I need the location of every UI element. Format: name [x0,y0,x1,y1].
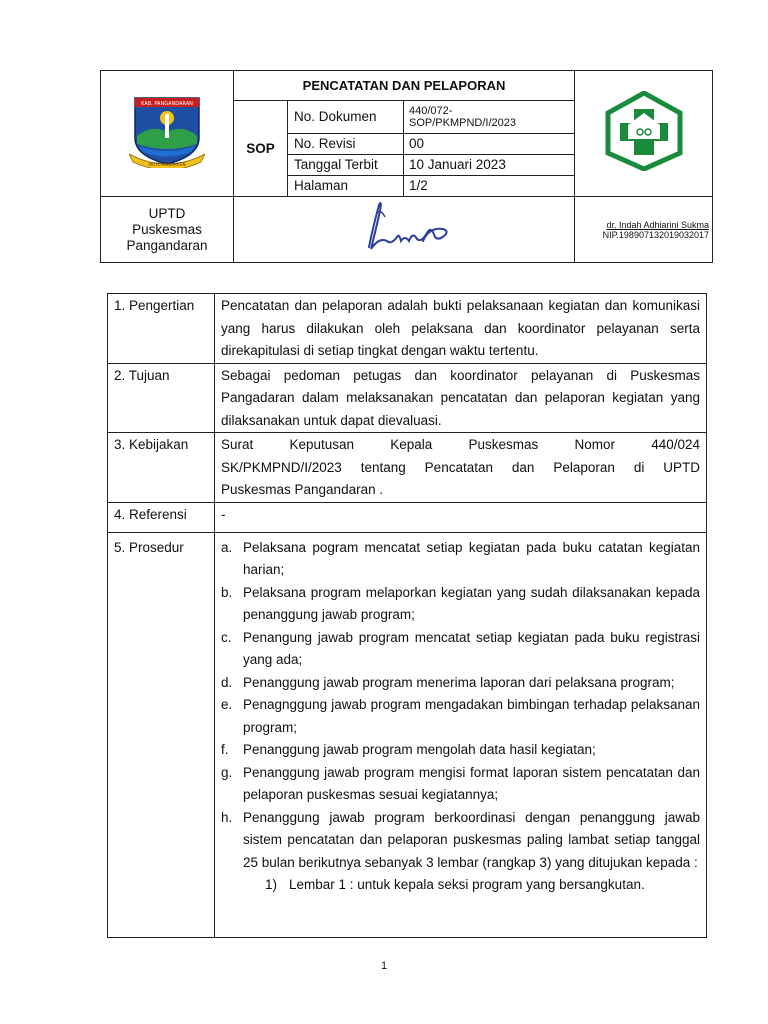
list-item: c. Penangung jawab program mencatat setiap kegiatan pada buku registrasi yang ada; [221,629,700,667]
list-item: g. Penanggung jawab program mengisi format laporan sistem pencatatan dan pelaporan puskesmas sesuai kegiatannya; [221,764,700,802]
unit-name: UPTD Puskesmas Pangandaran [101,197,234,263]
list-item: d. Penanggung jawab program menerima laporan dari pelaksana program; [221,674,675,690]
issue-date-value: 10 Januari 2023 [404,154,575,175]
puskesmas-cross-icon [604,91,684,171]
pengertian-label: 1. Pengertian [108,294,215,364]
revision-label: No. Revisi [288,133,404,154]
kebijakan-line-1: Surat Keputusan Kepala Puskesmas Nomor 440/024 [221,437,700,452]
page-value: 1/2 [404,175,575,196]
signature-icon [349,197,459,257]
sop-content-table [107,293,707,938]
page-number: 1 [380,960,388,972]
signer-name: dr. Indah Adhiarini Sukma [606,219,710,230]
list-item: h. Penanggung jawab program berkoordinasi dengan penanggung jawab sistem pencatatan dan pelaporan puskesmas paling lambat setiap tanggal 25 bulan berikutnya sebanyak 3 lembar (rangkap 3) yang ditujukan kepada : [221,809,700,870]
revision-value: 00 [404,133,575,154]
list-item: e. Penagnggung jawab program mengadakan bimbingan terhadap pelaksanan program; [221,697,700,735]
doc-number-value: 440/072- SOP/PKMPND/I/2023 [404,101,575,134]
svg-text:KAB. PANGANDARAN: KAB. PANGANDARAN [141,101,193,107]
signer-nip: NIP.198907132019032017 [602,229,710,240]
puskesmas-logo [575,71,713,197]
issue-date-label: Tanggal Terbit [288,154,404,175]
list-item: a. Pelaksana pogram mencatat setiap kegiatan pada buku catatan kegiatan harian; [221,539,700,577]
sub-list-item: 1) Lembar 1 : untuk kepala seksi program yang bersangkutan. [265,877,645,892]
sop-label: SOP [234,101,288,197]
tujuan-text: Sebagai pedoman petugas dan koordinator pelayanan di Puskesmas Pangadaran dalam melaksanakan pencatatan dan pelaporan kegiatan yang dilaksanakan untuk dapat dievaluasi. [215,363,707,433]
kebijakan-line-2: SK/PKMPND/I/2023 tentang Pencatatan dan Pelaporan di UPTD [221,459,700,475]
page-label: Halaman [288,175,404,196]
regency-logo [101,71,234,197]
prosedur-label: 5. Prosedur [108,532,215,938]
referensi-text: - [215,502,707,532]
prosedur-list [215,532,707,938]
signature-cell [234,197,575,263]
referensi-label: 4. Referensi [108,502,215,532]
tujuan-label: 2. Tujuan [108,363,215,433]
list-item: f. Penanggung jawab program mengolah data hasil kegiatan; [221,742,596,757]
document-title: PENCATATAN DAN PELAPORAN [234,71,575,101]
kebijakan-line-3: Puskesmas Pangandaran . [221,482,384,497]
signer-block [575,197,713,263]
list-item: b. Pelaksana program melaporkan kegiatan yang sudah dilaksanakan kepada penanggung jawab program; [221,584,700,622]
sop-header-table [100,70,713,263]
regency-crest-icon [129,94,205,168]
doc-number-label: No. Dokumen [288,101,404,134]
pengertian-text: Pencatatan dan pelaporan adalah bukti pelaksanaan kegiatan dan komunikasi yang harus dilakukan oleh pelaksana dan koordinator pelayanan serta direkapitulasi di setiap tingkat dengan waktu tertentu. [215,294,707,364]
svg-text:MOTO KABUPATEN: MOTO KABUPATEN [148,162,186,167]
kebijakan-text [215,433,707,503]
kebijakan-label: 3. Kebijakan [108,433,215,503]
